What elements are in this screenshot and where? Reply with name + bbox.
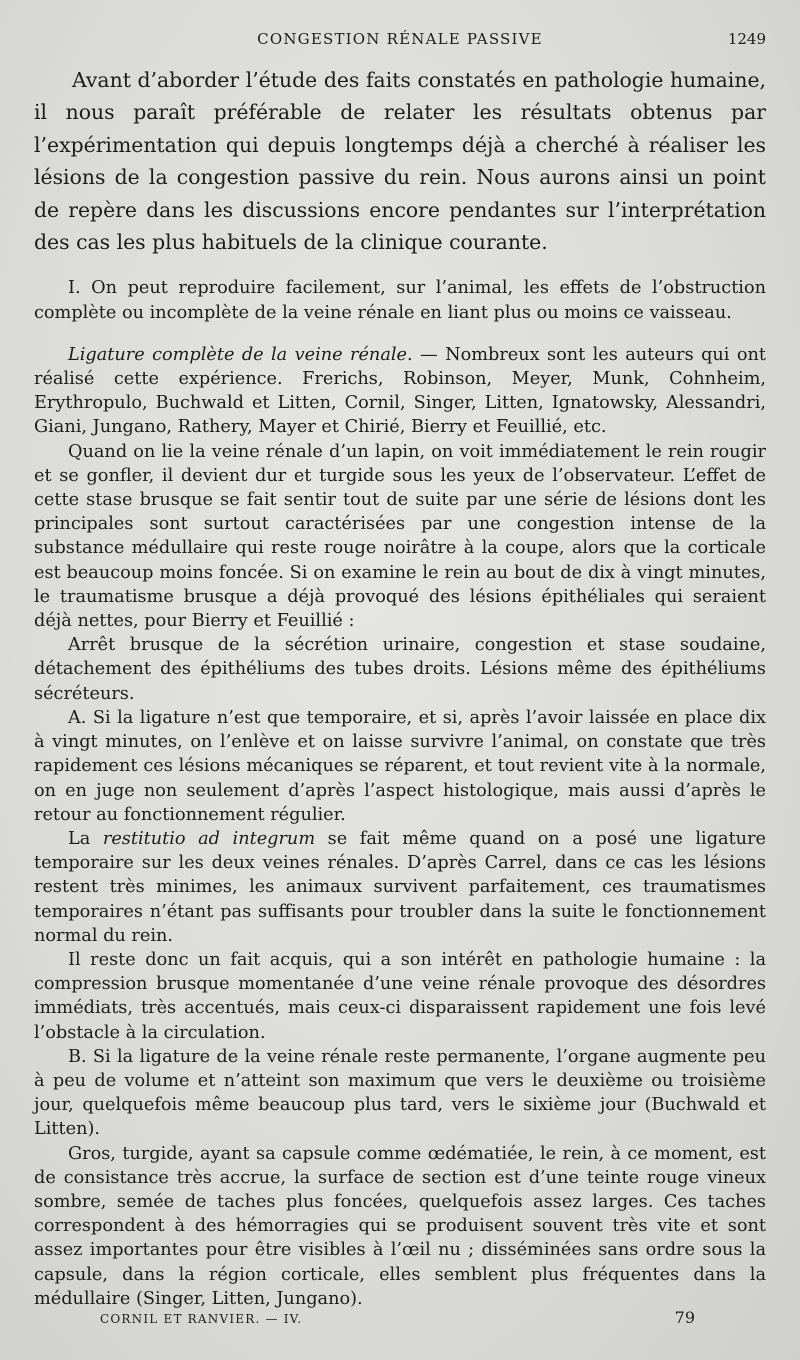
intro-block	[34, 64, 766, 258]
signature-number: 79	[674, 1308, 695, 1327]
footer-signature	[100, 1308, 695, 1330]
paragraph-arret: Arrêt brusque de la sécrétion urinaire, congestion et stase soudaine, détachement des épithéliums des tubes droits. Lésions même des épithéliums sécréteurs.	[34, 635, 766, 704]
paragraph-fait-acquis: Il reste donc un fait acquis, qui a son intérêt en pathologie humaine : la compression brusque momentanée d’une veine rénale provoque des désordres immédiats, très accentués, mais ceux-ci disparaissent rapidement une fois levé l’obstacle à la circulation.	[34, 949, 766, 1043]
running-title: CONGESTION RÉNALE PASSIVE	[257, 30, 543, 48]
signature-line: CORNIL ET RANVIER. — IV.	[100, 1312, 303, 1326]
subsection-heading: Ligature complète de la veine rénale.	[68, 344, 413, 365]
intro-paragraph: Avant d’aborder l’étude des faits constatés en pathologie humaine, il nous paraît préférable de relater les résultats obtenus par l’expérimentation qui depuis longtemps déjà a cherché à réaliser les lésions de la congestion passive du rein. Nous aurons ainsi un point de repère dans les discussions encore pendantes sur l’interprétation des cas les plus habituels de la clinique courante.	[34, 68, 766, 255]
paragraph-lapin: Quand on lie la veine rénale d’un lapin, on voit immédiatement le rein rougir et se gonfler, il devient dur et turgide sous les yeux de l’observateur. L’effet de cette stase brusque se fait sentir tout de suite par une série de lésions dont les principales sont surtout caractérisées par une congestion intense de la substance médullaire qui reste rouge noirâtre à la coupe, alors que la corticale est beaucoup moins foncée. Si on examine le rein au bout de dix à vingt minutes, le traumatisme brusque a déjà provoqué des lésions épithéliales qui seraient déjà nettes, pour Bierry et Feuillié :	[34, 441, 766, 632]
paragraph-gros-turgide: Gros, turgide, ayant sa capsule comme œdématiée, le rein, à ce moment, est de consistance très accrue, la surface de section est d’une teinte rouge vineux sombre, semée de taches plus foncées, quelquefois assez larges. Ces taches correspondent à des hémorragies qui se produisent souvent très vite et sont assez importantes pour être visibles à l’œil nu ; disséminées sans ordre sous la capsule, dans la région corticale, elles semblent plus fréquentes dans la médullaire (Singer, Litten, Jungano).	[34, 1143, 766, 1309]
paragraph-a-temporaire: A. Si la ligature n’est que temporaire, et si, après l’avoir laissée en place dix à vingt minutes, on l’enlève et on laisse survivre l’animal, on constate que très rapidement ces lésions mécaniques se réparent, et tout revient vite à la normale, on en juge non seulement d’après l’aspect histologique, mais aussi d’après le retour au fonctionnement régulier.	[34, 707, 766, 825]
body-text	[34, 276, 766, 1311]
paragraph-ligature-text: — Nombreux sont les auteurs qui ont réalisé cette expérience. Frerichs, Robinson, Meyer, Munk, Cohnheim, Erythropulo, Buchwald et Litten, Cornil, Singer, Litten, Ignatowsky, Alessandri, Giani, Jungano, Rathery, Mayer et Chirié, Bierry et Feuillié, etc.	[34, 344, 766, 438]
running-head	[34, 30, 766, 56]
restitutio-italic: restitutio ad integrum	[102, 828, 316, 849]
restitutio-pre: La	[68, 828, 103, 849]
restitutio-text: se fait même quand on a posé une ligature temporaire sur les deux veines rénales. D’après Carrel, dans ce cas les lésions restent très minimes, les animaux survivent parfaitement, ces traumatismes temporaires n’étant pas suffisants pour troubler dans la suite le fonctionnement normal du rein.	[34, 828, 766, 946]
page-number: 1249	[727, 30, 766, 48]
paragraph-section-one: I. On peut reproduire facilement, sur l’animal, les effets de l’obstruction complète ou incomplète de la veine rénale en liant plus ou moins ce vaisseau.	[34, 278, 766, 323]
paragraph-b-permanente: B. Si la ligature de la veine rénale reste permanente, l’organe augmente peu à peu de volume et n’atteint son maximum que vers le deuxième ou troisième jour, quelquefois même beaucoup plus tard, vers le sixième jour (Buchwald et Litten).	[34, 1046, 766, 1140]
paragraph-restitutio	[34, 827, 766, 948]
paragraph-ligature-complete	[34, 343, 766, 440]
